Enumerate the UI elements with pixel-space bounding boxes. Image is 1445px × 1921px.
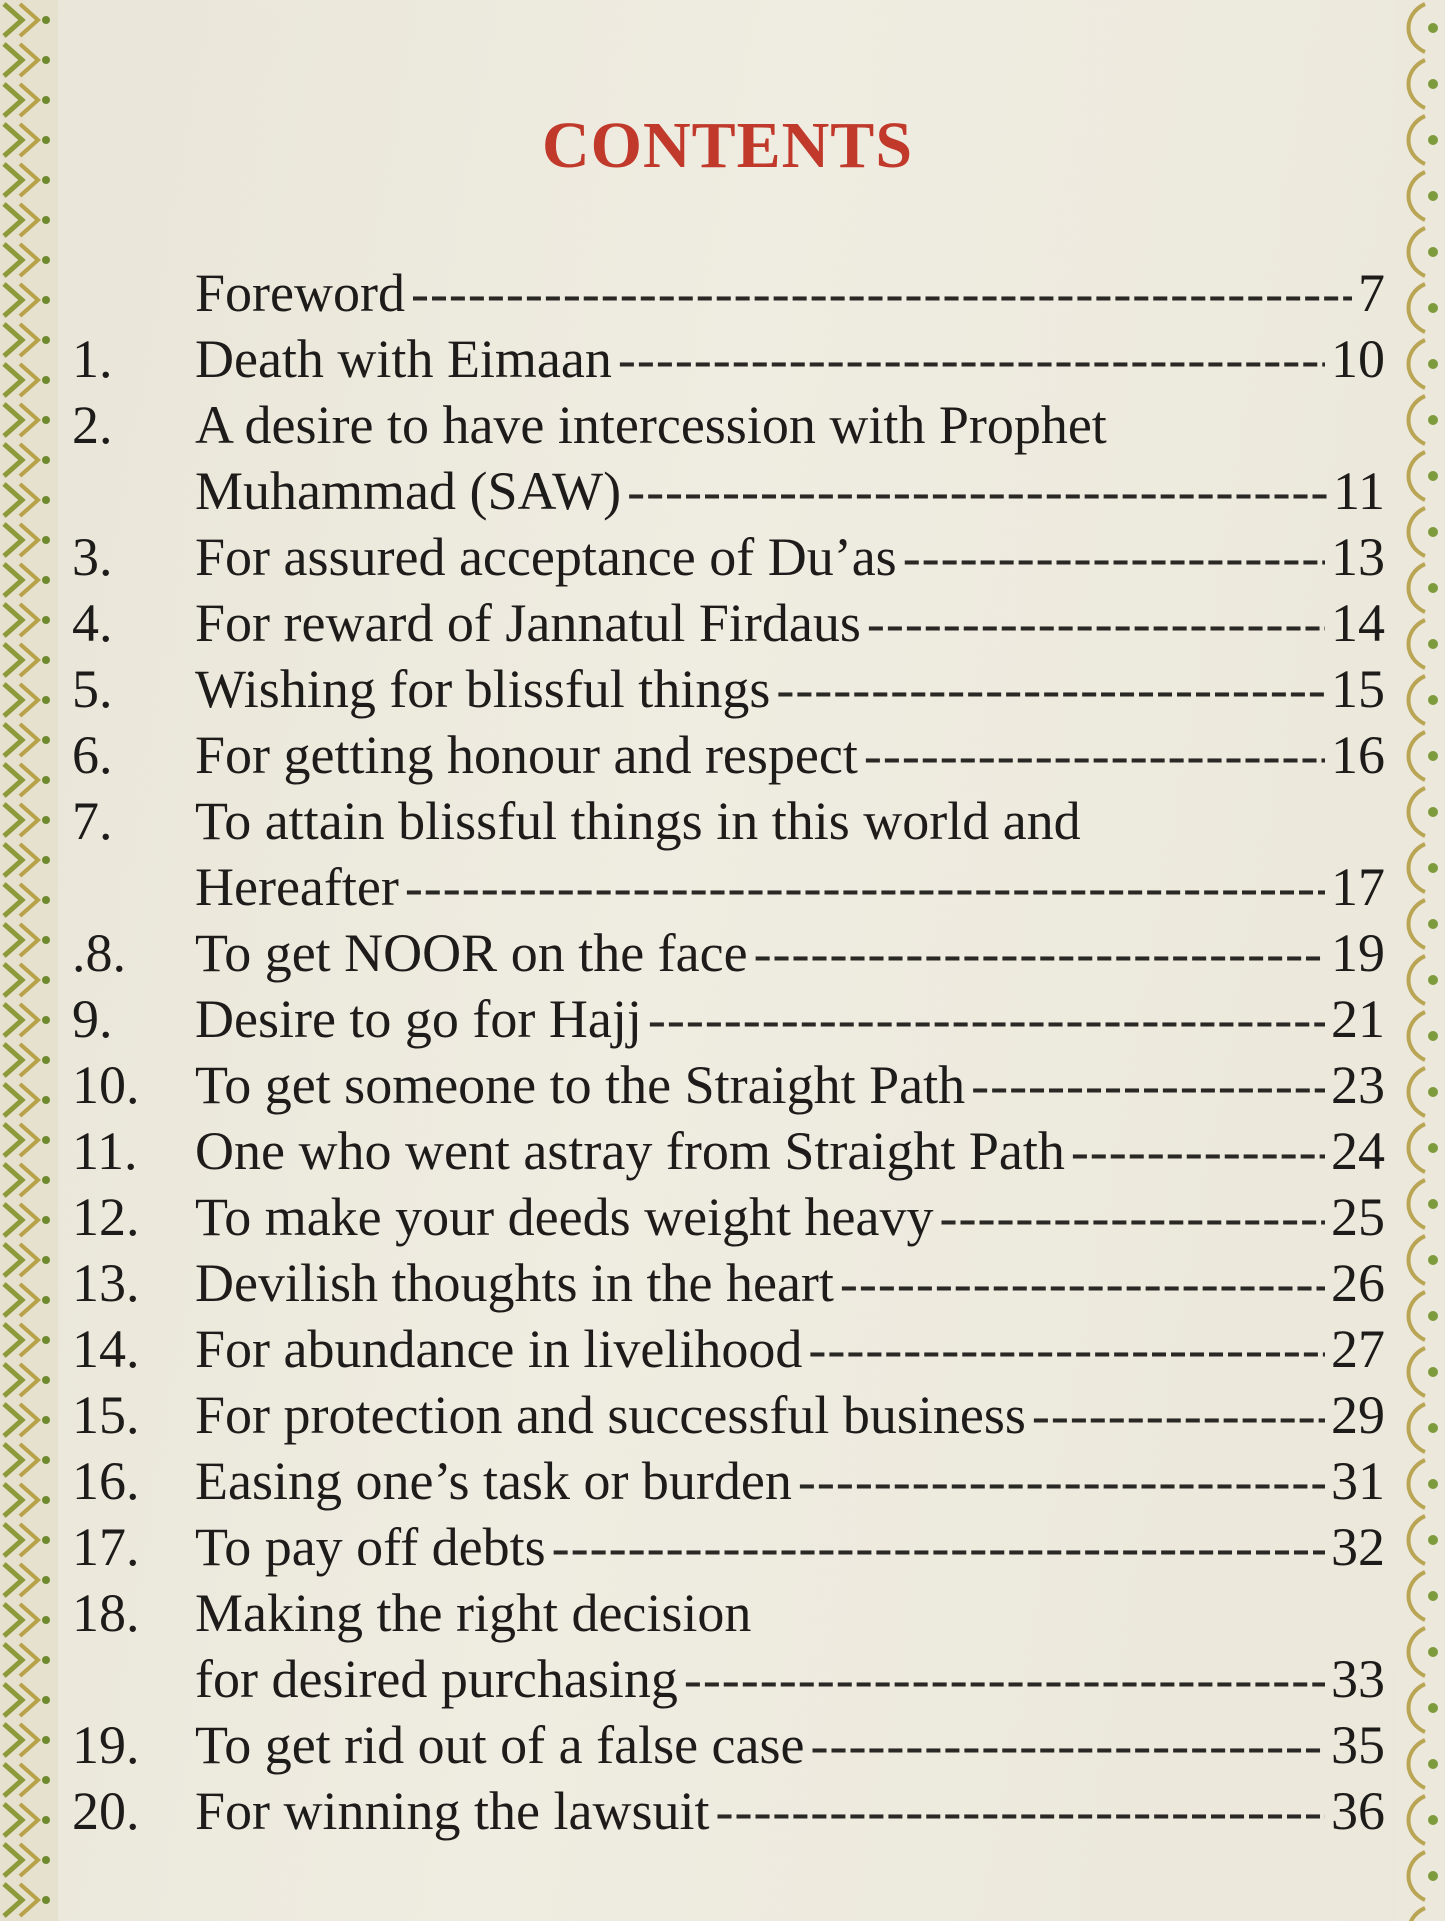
toc-entry-line [0,1580,1445,1646]
toc-entry-line [0,1118,1445,1184]
toc-entry-title: For getting honour and respect [195,725,858,785]
toc-leader-dashes [776,656,1325,722]
toc-entry-line [0,1778,1445,1844]
toc-entry-title: To pay off debts [195,1517,546,1577]
toc-page-number: 25 [1331,1187,1385,1247]
toc-page-number: 27 [1331,1319,1385,1379]
toc-leader-dashes [971,1052,1325,1118]
toc-page-number: 32 [1331,1517,1385,1577]
toc-leader-dashes [715,1778,1325,1844]
toc-page-number: 11 [1333,461,1385,521]
toc-entry-number: 3. [72,527,113,587]
toc-entry-title: A desire to have intercession with Prophet [195,395,1107,455]
toc-entry-number: 5. [72,659,113,719]
toc-entry-number: 14. [72,1319,140,1379]
toc-page-number: 19 [1331,923,1385,983]
toc-entry-number: 11. [72,1121,138,1181]
toc-entry-number: .8. [72,923,126,983]
toc-leader-dashes [798,1448,1325,1514]
toc-entry-title: One who went astray from Straight Path [195,1121,1065,1181]
toc-entry-title: To get rid out of a false case [195,1715,805,1775]
toc-entry-number: 20. [72,1781,140,1841]
toc-entry-line [0,722,1445,788]
toc-entry-line [0,1448,1445,1514]
toc-page-number: 21 [1331,989,1385,1049]
toc-entry-title: Death with Eimaan [195,329,612,389]
toc-entry-title: Muhammad (SAW) [195,461,622,521]
toc-entry-number: 7. [72,791,113,851]
toc-leader-dashes [1071,1118,1325,1184]
toc-entry-number: 19. [72,1715,140,1775]
toc-entry-title: For assured acceptance of Du’as [195,527,897,587]
toc-entry-number: 13. [72,1253,140,1313]
toc-entry-line [0,1382,1445,1448]
toc-entry-line [0,1250,1445,1316]
toc-leader-dashes [903,524,1325,590]
toc-entry-number: 4. [72,593,113,653]
toc-entry-line [0,1184,1445,1250]
toc-entry-title: To get NOOR on the face [195,923,748,983]
toc-entry-title: For winning the lawsuit [195,1781,710,1841]
toc-leader-dashes [864,722,1325,788]
toc-entry-line [0,1712,1445,1778]
page-title: CONTENTS [541,109,914,182]
toc-page-number: 13 [1331,527,1385,587]
toc-entry-line [0,854,1445,920]
toc-page-number: 26 [1331,1253,1385,1313]
toc-entry-line [0,524,1445,590]
toc-leader-dashes [618,326,1325,392]
toc-entry-title: Hereafter [195,857,399,917]
toc-entry-number: 16. [72,1451,140,1511]
toc-page-number: 7 [1358,263,1385,323]
toc-leader-dashes [1032,1382,1325,1448]
toc-entry-number: 12. [72,1187,140,1247]
toc-leader-dashes [648,986,1325,1052]
toc-page-number: 24 [1331,1121,1385,1181]
toc-leader-dashes [840,1250,1325,1316]
toc-entry-title: For protection and successful business [195,1385,1026,1445]
toc-entry-number: 6. [72,725,113,785]
toc-leader-dashes [808,1316,1325,1382]
toc-entry-line [0,656,1445,722]
toc-entry-line [0,1646,1445,1712]
toc-page-number: 16 [1331,725,1385,785]
toc-entry-line [0,920,1445,986]
toc-page-number: 33 [1331,1649,1385,1709]
toc-page-number: 29 [1331,1385,1385,1445]
toc-entry-title: for desired purchasing [195,1649,678,1709]
toc-entry-line [0,392,1445,458]
toc-entry-line [0,458,1445,524]
toc-entry-line [0,326,1445,392]
toc-entry-number: 18. [72,1583,140,1643]
toc-leader-dashes [867,590,1325,656]
toc-entry-line [0,1514,1445,1580]
toc-entry-number: 15. [72,1385,140,1445]
toc-entry-line [0,1052,1445,1118]
toc-leader-dashes [405,854,1325,920]
toc-entry-title: For reward of Jannatul Firdaus [195,593,861,653]
toc-entry-line [0,1316,1445,1382]
toc-entry-line [0,260,1445,326]
toc-entry-line [0,590,1445,656]
toc-page-number: 14 [1331,593,1385,653]
toc-entry-title: Easing one’s task or burden [195,1451,792,1511]
toc-page-number: 15 [1331,659,1385,719]
toc-page-number: 31 [1331,1451,1385,1511]
toc-entry-title: Devilish thoughts in the heart [195,1253,834,1313]
toc-entry-number: 2. [72,395,113,455]
toc-leader-dashes [754,920,1325,986]
toc-entry-number: 1. [72,329,113,389]
toc-leader-dashes [411,260,1352,326]
toc-page-number: 23 [1331,1055,1385,1115]
toc-page-number: 17 [1331,857,1385,917]
toc-leader-dashes [627,458,1327,524]
toc-page-number: 36 [1331,1781,1385,1841]
toc-leader-dashes [684,1646,1325,1712]
toc-entry-title: Foreword [195,263,405,323]
toc-leader-dashes [810,1712,1325,1778]
toc-entry-title: To make your deeds weight heavy [195,1187,934,1247]
toc-entry-line [0,788,1445,854]
toc-entry-title: Wishing for blissful things [195,659,771,719]
toc-entry-title: To attain blissful things in this world and [195,791,1081,851]
toc-page-number: 35 [1331,1715,1385,1775]
toc-entry-number: 9. [72,989,113,1049]
toc-leader-dashes [940,1184,1326,1250]
toc-entry-title: Making the right decision [195,1583,752,1643]
toc-entry-number: 10. [72,1055,140,1115]
toc-leader-dashes [552,1514,1325,1580]
toc-page-number: 10 [1331,329,1385,389]
toc-entry-title: To get someone to the Straight Path [195,1055,966,1115]
toc-entry-title: Desire to go for Hajj [195,989,642,1049]
toc-entry-title: For abundance in livelihood [195,1319,803,1379]
toc-entry-line [0,986,1445,1052]
toc-entry-number: 17. [72,1517,140,1577]
